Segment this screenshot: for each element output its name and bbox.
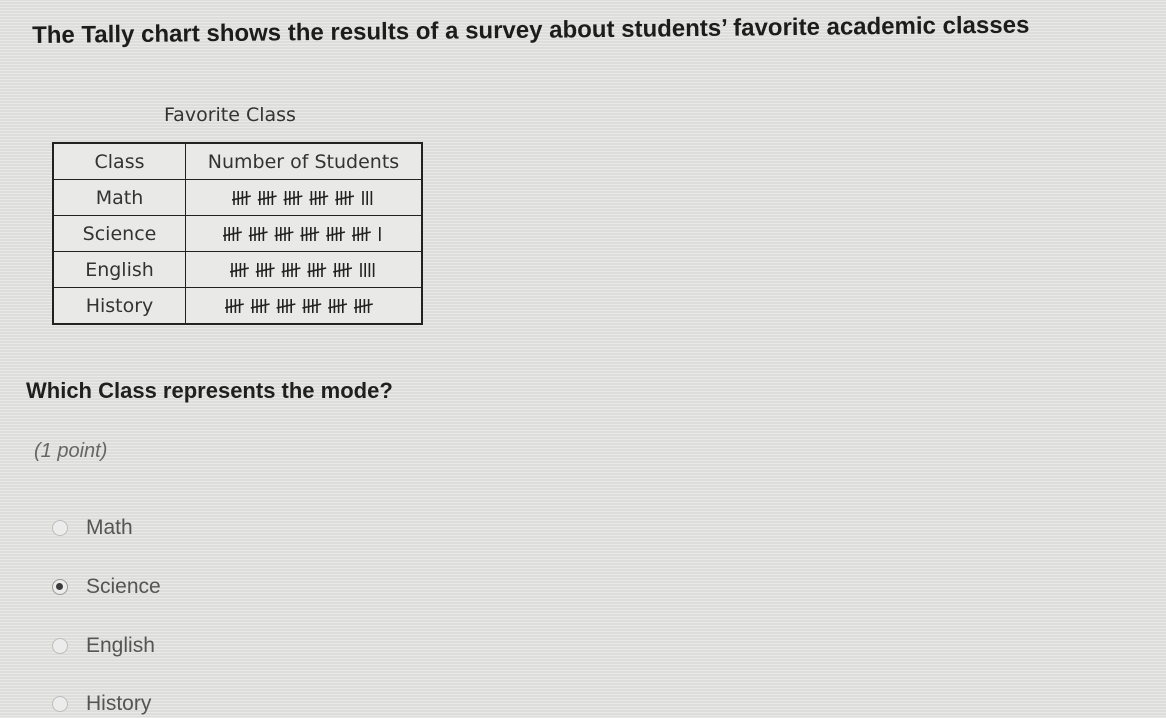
tally-marks [223, 224, 384, 244]
point-value: (1 point) [34, 440, 108, 462]
tally-cross-stroke [309, 196, 328, 200]
tally-cross-stroke [230, 268, 249, 272]
column-header-number-of-students: Number of Students [186, 143, 423, 180]
answer-option-label: History [86, 692, 152, 715]
question-stem: The Tally chart shows the results of a survey about students’ favorite academic classes [32, 11, 1030, 49]
tally-cell [186, 216, 423, 252]
tally-cross-stroke [307, 268, 326, 272]
answer-option-english[interactable] [52, 632, 155, 660]
tally-cross-stroke [300, 232, 319, 236]
tally-table [52, 142, 423, 325]
answer-option-history[interactable] [52, 690, 151, 718]
tally-marks [225, 296, 382, 316]
tally-cross-stroke [352, 232, 371, 236]
class-cell: English [53, 252, 186, 288]
class-cell: Math [53, 180, 186, 216]
tally-cell [186, 180, 423, 216]
table-row [53, 252, 422, 288]
table-row [53, 180, 422, 216]
tally-cross-stroke [223, 232, 242, 236]
tally-cross-stroke [225, 304, 244, 308]
answer-option-science[interactable] [52, 573, 161, 601]
radio-button-icon[interactable] [52, 579, 68, 595]
radio-button-icon[interactable] [52, 638, 68, 654]
class-cell: Science [53, 216, 186, 252]
tally-cross-stroke [255, 268, 274, 272]
class-cell: History [53, 288, 186, 325]
radio-button-icon[interactable] [52, 520, 68, 536]
tally-cross-stroke [251, 304, 270, 308]
tally-cross-stroke [328, 304, 347, 308]
tally-cell [186, 252, 423, 288]
tally-cross-stroke [232, 196, 251, 200]
answer-option-math[interactable] [52, 514, 133, 542]
tally-cross-stroke [335, 196, 354, 200]
tally-cross-stroke [249, 232, 268, 236]
tally-cell [186, 288, 423, 325]
answer-option-label: Science [86, 575, 161, 598]
table-row [53, 288, 422, 325]
tally-cross-stroke [277, 304, 296, 308]
tally-marks [230, 260, 378, 280]
table-header-row [53, 143, 422, 180]
table-caption: Favorite Class [164, 104, 296, 126]
table-row [53, 216, 422, 252]
tally-cross-stroke [302, 304, 321, 308]
tally-cross-stroke [283, 196, 302, 200]
tally-cross-stroke [326, 232, 345, 236]
tally-marks [232, 188, 376, 208]
tally-cross-stroke [275, 232, 294, 236]
tally-cross-stroke [257, 196, 276, 200]
radio-button-icon[interactable] [52, 696, 68, 712]
answer-option-label: English [86, 634, 155, 657]
tally-cross-stroke [354, 304, 373, 308]
answer-option-label: Math [86, 516, 133, 539]
question-prompt: Which Class represents the mode? [26, 378, 393, 403]
tally-cross-stroke [281, 268, 300, 272]
column-header-class: Class [53, 143, 186, 180]
tally-cross-stroke [333, 268, 352, 272]
